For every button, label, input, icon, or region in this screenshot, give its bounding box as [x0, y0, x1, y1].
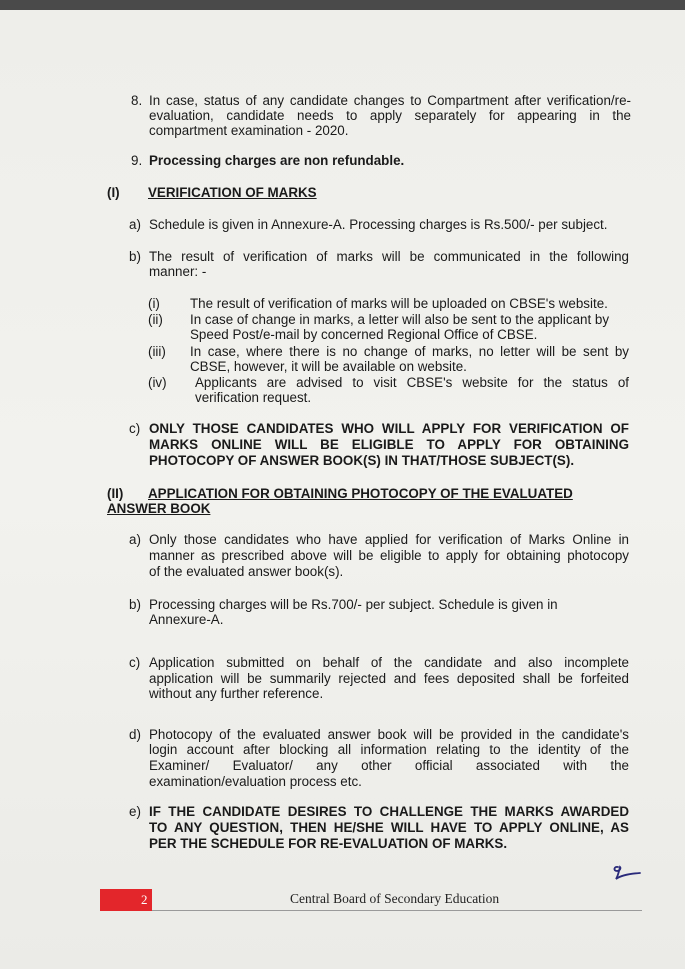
s1-sub-ii-line-1: In case of change in marks, a letter will also be sent to the applicant by — [190, 312, 610, 327]
s2-e-line-1: IF THE CANDIDATE DESIRES TO CHALLENGE THE MARKS AWARDED — [149, 804, 629, 819]
s2-c-line-3: without any further reference. — [149, 686, 324, 701]
s1-sub-iv-line-2: verification request. — [195, 390, 312, 405]
s1-c-line-2: MARKS ONLINE WILL BE ELIGIBLE TO APPLY FOR OBTAINING — [149, 437, 629, 452]
s2-b-label: b) — [129, 597, 141, 612]
s1-a-label: a) — [129, 217, 141, 232]
s2-d-line-3: Examiner/ Evaluator/ any other official associated with the — [149, 758, 629, 773]
s2-e-label: e) — [129, 804, 141, 819]
item-8-line-1: In case, status of any candidate changes to Compartment after verification/re- — [149, 93, 631, 108]
footer-org-name: Central Board of Secondary Education — [290, 891, 500, 906]
s1-b-line-2: manner: - — [149, 264, 207, 279]
section-1-number: (I) — [107, 185, 120, 200]
s2-d-label: d) — [129, 727, 141, 742]
s2-a-line-1: Only those candidates who have applied for verification of Marks Online in — [149, 532, 629, 547]
s1-sub-ii-label: (ii) — [148, 312, 163, 327]
s2-c-line-2: application will be summarily rejected and fees deposited shall be forfeited — [149, 671, 629, 686]
s1-sub-iii-line-1: In case, where there is no change of marks, no letter will be sent by — [190, 344, 629, 359]
s2-d-line-1: Photocopy of the evaluated answer book will be provided in the candidate's — [149, 727, 629, 742]
item-9-text: Processing charges are non refundable. — [149, 153, 405, 168]
s2-d-line-2: login account after blocking all information relating to the identity of the — [149, 742, 629, 757]
item-8-line-3: compartment examination - 2020. — [149, 123, 349, 138]
item-8-line-2: evaluation, candidate needs to apply separately for appearing in the — [149, 108, 631, 123]
footer-rule — [152, 910, 642, 911]
s1-sub-i-label: (i) — [148, 296, 160, 311]
s1-sub-iii-label: (iii) — [148, 344, 166, 359]
s2-e-line-3: PER THE SCHEDULE FOR RE-EVALUATION OF MARKS. — [149, 836, 508, 851]
s2-a-line-2: manner as prescribed above will be eligible to apply for obtaining photocopy — [149, 548, 629, 563]
footer-page-number: 2 — [141, 892, 148, 907]
s1-b-line-1: The result of verification of marks will be communicated in the following — [149, 249, 629, 264]
s1-sub-iv-label: (iv) — [148, 375, 167, 390]
s2-c-label: c) — [129, 655, 141, 670]
s1-sub-ii-line-2: Speed Post/e-mail by concerned Regional Office of CBSE. — [190, 327, 538, 342]
s1-sub-i-text: The result of verification of marks will be uploaded on CBSE's website. — [190, 296, 608, 311]
s1-sub-iv-line-1: Applicants are advised to visit CBSE's website for the status of — [195, 375, 629, 390]
s2-e-line-2: TO ANY QUESTION, THEN HE/SHE WILL HAVE TO APPLY ONLINE, AS — [149, 820, 629, 835]
scan-top-edge — [0, 0, 685, 10]
s1-c-label: c) — [129, 421, 141, 436]
item-8-number: 8. — [131, 93, 143, 108]
section-2-heading-line-2: ANSWER BOOK — [107, 501, 211, 516]
section-2-heading-line-1: APPLICATION FOR OBTAINING PHOTOCOPY OF THE EVALUATED — [148, 486, 573, 501]
s1-c-line-3: PHOTOCOPY OF ANSWER BOOK(S) IN THAT/THOSE SUBJECT(S). — [149, 453, 575, 468]
s2-b-line-1: Processing charges will be Rs.700/- per subject. Schedule is given in — [149, 597, 558, 612]
s2-b-line-2: Annexure-A. — [149, 612, 224, 627]
section-1-heading: VERIFICATION OF MARKS — [148, 185, 317, 200]
s1-b-label: b) — [129, 249, 141, 264]
s2-a-label: a) — [129, 532, 141, 547]
section-2-number: (II) — [107, 486, 124, 501]
s1-c-line-1: ONLY THOSE CANDIDATES WHO WILL APPLY FOR VERIFICATION OF — [149, 421, 629, 436]
s2-c-line-1: Application submitted on behalf of the candidate and also incomplete — [149, 655, 629, 670]
s2-a-line-3: of the evaluated answer book(s). — [149, 564, 344, 579]
handwritten-page-mark — [610, 862, 642, 882]
s1-a-text: Schedule is given in Annexure-A. Processing charges is Rs.500/- per subject. — [149, 217, 608, 232]
s2-d-line-4: examination/evaluation process etc. — [149, 774, 362, 789]
s1-sub-iii-line-2: CBSE, however, it will be available on website. — [190, 359, 467, 374]
item-9-number: 9. — [131, 153, 143, 168]
